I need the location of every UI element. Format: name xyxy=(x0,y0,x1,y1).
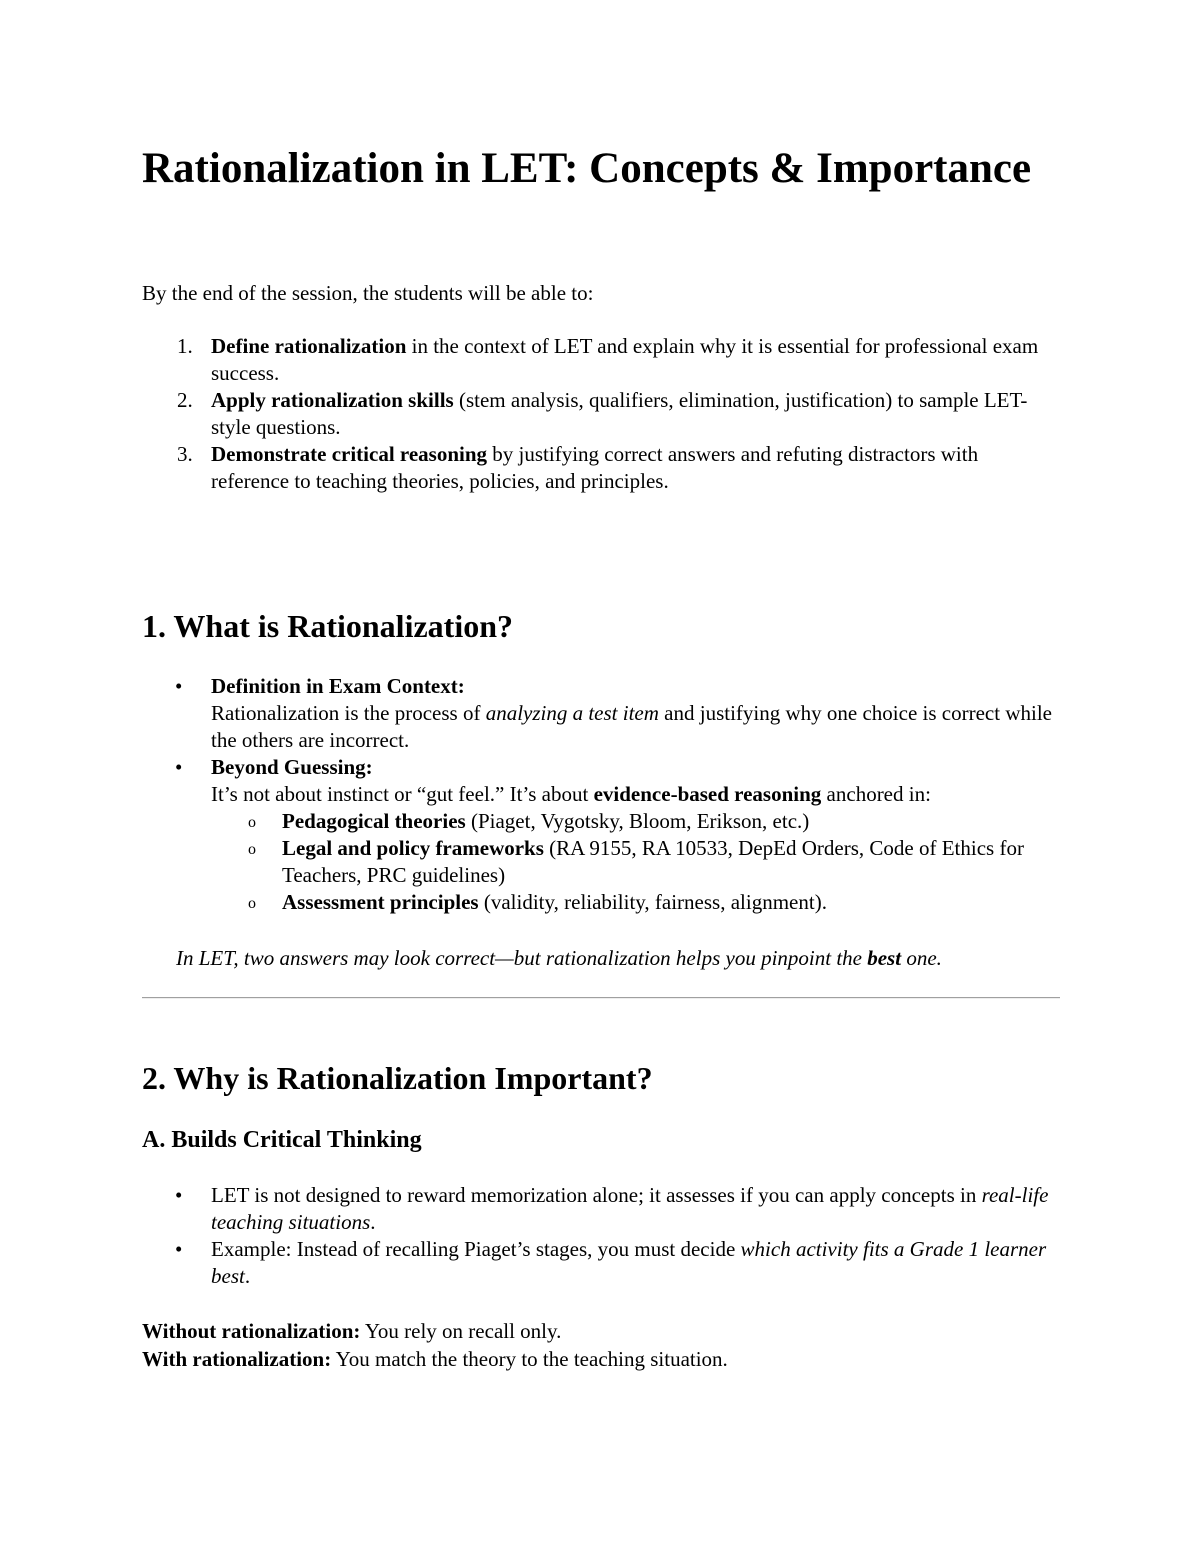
section2-heading: 2. Why is Rationalization Important? xyxy=(142,1060,653,1096)
bullet-beyond-guessing xyxy=(142,754,1060,916)
definition-text-start: Rationalization is the process of xyxy=(211,701,486,725)
page-title: Rationalization in LET: Concepts & Importance xyxy=(142,145,1032,192)
italic-note xyxy=(176,945,1056,972)
bullet-icon: • xyxy=(175,755,183,779)
note-text-start: In LET, two answers may look correct—but rationalization helps you pinpoint the xyxy=(176,946,868,970)
sub-item-bold: Assessment principles xyxy=(282,890,479,914)
beyond-sublist xyxy=(211,808,1060,916)
objective-text: by justifying correct answers and refuting distractors with reference to teaching theories, policies, and principles. xyxy=(211,442,979,493)
bullet-icon: • xyxy=(175,674,183,698)
bullet-text-end: . xyxy=(370,1210,376,1234)
note-text-end: one. xyxy=(901,946,942,970)
beyond-text-bold: evidence-based reasoning xyxy=(593,782,822,806)
section2-subheading: A. Builds Critical Thinking xyxy=(142,1127,422,1153)
bullet-text-start: Example: Instead of recalling Piaget’s stages, you must decide xyxy=(211,1237,741,1261)
definition-text-end: and justifying why one choice is correct while the others are incorrect. xyxy=(211,701,1052,752)
objective-bold: Demonstrate critical reasoning xyxy=(211,442,488,466)
without-label: Without rationalization: xyxy=(142,1319,361,1343)
section1-heading: 1. What is Rationalization? xyxy=(142,608,513,644)
with-rationalization xyxy=(142,1346,728,1373)
objective-number: 2. xyxy=(177,388,193,412)
sub-item-text: (validity, reliability, fairness, alignment). xyxy=(478,890,827,914)
objective-number: 3. xyxy=(177,442,193,466)
sub-item xyxy=(211,889,1060,916)
objective-number: 1. xyxy=(177,334,193,358)
section2-bullets xyxy=(142,1182,1060,1290)
bullet-item xyxy=(142,1182,1060,1236)
bullet-text-italic: real-life teaching situations xyxy=(211,1183,1049,1234)
bullet-text-italic: which activity fits a Grade 1 learner best xyxy=(211,1237,1047,1288)
objectives-list xyxy=(142,333,1042,495)
intro-text: By the end of the session, the students will be able to: xyxy=(142,281,594,305)
beyond-label: Beyond Guessing: xyxy=(211,755,373,779)
objective-item xyxy=(142,441,1042,495)
definition-text-italic: analyzing a test item xyxy=(485,701,659,725)
sub-item-bold: Pedagogical theories xyxy=(282,809,466,833)
horizontal-divider xyxy=(142,997,1060,999)
sub-item xyxy=(211,835,1060,889)
objective-item xyxy=(142,333,1042,387)
without-text: You rely on recall only. xyxy=(360,1319,562,1343)
section1-bullets xyxy=(142,673,1060,916)
bullet-text-start: LET is not designed to reward memorization alone; it assesses if you can apply concepts in xyxy=(211,1183,982,1207)
bullet-icon: • xyxy=(175,1237,183,1261)
bullet-definition xyxy=(142,673,1060,754)
sub-item-bold: Legal and policy frameworks xyxy=(282,836,544,860)
sub-bullet-icon: o xyxy=(248,841,256,858)
beyond-text-end: anchored in: xyxy=(821,782,931,806)
bullet-item xyxy=(142,1236,1060,1290)
sub-item xyxy=(211,808,1060,835)
with-text: You match the theory to the teaching situation. xyxy=(331,1347,728,1371)
objective-bold: Apply rationalization skills xyxy=(211,388,454,412)
note-text-bold: best xyxy=(867,946,902,970)
definition-label: Definition in Exam Context: xyxy=(211,674,465,698)
sub-item-text: (RA 9155, RA 10533, DepEd Orders, Code of Ethics for Teachers, PRC guidelines) xyxy=(282,836,1024,887)
sub-bullet-icon: o xyxy=(248,814,256,831)
without-rationalization xyxy=(142,1318,561,1345)
objective-bold: Define rationalization xyxy=(211,334,407,358)
bullet-icon: • xyxy=(175,1183,183,1207)
beyond-text-start: It’s not about instinct or “gut feel.” It’s about xyxy=(211,782,594,806)
objective-text: in the context of LET and explain why it is essential for professional exam success. xyxy=(211,334,1039,385)
sub-item-text: (Piaget, Vygotsky, Bloom, Erikson, etc.) xyxy=(465,809,810,833)
objective-item xyxy=(142,387,1042,441)
with-label: With rationalization: xyxy=(142,1347,332,1371)
sub-bullet-icon: o xyxy=(248,895,256,912)
objective-text: (stem analysis, qualifiers, elimination, justification) to sample LET-style questions. xyxy=(211,388,1028,439)
bullet-text-end: . xyxy=(244,1264,251,1288)
